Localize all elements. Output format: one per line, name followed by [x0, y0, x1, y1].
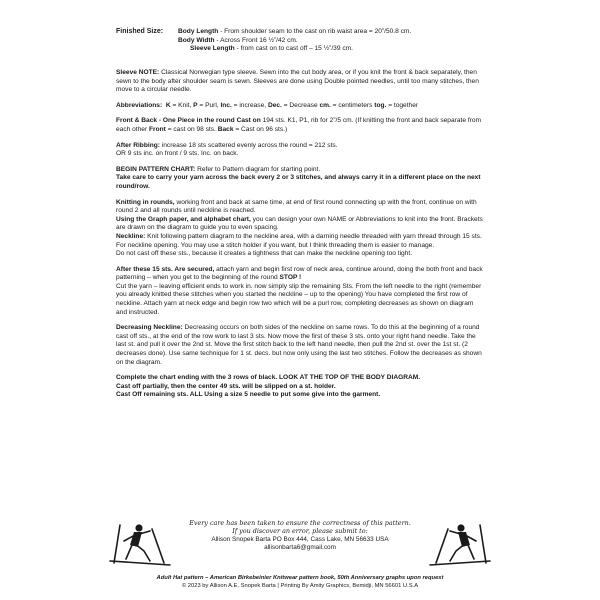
decreasing-text: Decreasing occurs on both sides of the neckline on same rows. To do this at the beginning of a round cast off sts., at the end of the row work to last 3 sts. Now move the first of these 3 sts. onto your right hand needle. Take the last st. and pull it over the 2nd st. Move the first stitch back to the left hand needle, then pull the 2nd st. over the 1st st. (2 decreases done). Use same technique for 1 st. decs. but now only using the last two stitches. Follow the decreases as shown on the diagram.	[116, 324, 482, 366]
carry-yarn-note: Take care to carry your yarn across the back every 2 or 3 stitches, and always carry it in a different place on the next round/row.	[116, 174, 481, 190]
footer-error-text: If you discover an error, please submit to:	[232, 527, 368, 536]
footer-hat-pattern-note: Adult Hat pattern – American Birkebeinier Knitwear pattern book, 50th Anniversary graphs upon request	[156, 575, 444, 581]
finished-size-label: Finished Size:	[116, 28, 164, 35]
body-length-text: - From shoulder seam to the cast on rib waist area = 20”/50.8 cm.	[218, 28, 412, 35]
abbr-key: cm.	[319, 101, 331, 109]
front-back-label: Front & Back - One Piece in the round	[116, 117, 235, 125]
after-ribbing-label: After Ribbing:	[116, 141, 160, 149]
complete-section	[116, 374, 486, 400]
begin-chart-text: Refer to Pattern diagram for starting point.	[195, 165, 321, 173]
knitting-text: working front and back at same time, at end of first round connecting up with the front, continue on with round 2 and all rounds until neckline is reached.	[116, 198, 477, 215]
pattern-instructions	[116, 28, 486, 400]
footer	[100, 519, 500, 594]
sleeve-note-label: Sleeve NOTE:	[116, 69, 160, 76]
footer-credits	[100, 574, 500, 591]
abbr-key: Dec.	[267, 101, 282, 109]
abbr-text: = increase,	[231, 101, 268, 109]
body-width-label: Body Width	[178, 36, 215, 44]
after-ribbing-line1: increase 18 sts scattered evenly across the round = 212 sts.	[159, 141, 338, 149]
body-length-line	[178, 28, 478, 37]
footer-care-text: Every care has been taken to ensure the correctness of this pattern.	[189, 519, 411, 527]
abbr-key: Inc.	[220, 101, 232, 109]
after-15-section	[116, 266, 486, 318]
complete-line2: Cast off partially, then the center 49 sts. will be slipped on a st. holder.	[116, 382, 336, 390]
cast-on-label: Cast on	[236, 117, 261, 125]
abbreviations	[116, 102, 486, 111]
finished-size-section	[116, 28, 486, 62]
neckline-text: Knit following pattern diagram to the neckline area, with a darning needle threaded with yarn thread through 15 sts. For neckline opening. You may use a stitch holder if you want, but I think threading them is easier to manage.	[116, 232, 482, 249]
complete-line3: Cast Off remaining sts. ALL Using a size 5 needle to put some give into the garment.	[116, 391, 381, 399]
front-back-text: 194 sts. K1, P1, rib for 2”/5 cm. (If knitting the front and back separate from each other	[116, 117, 482, 133]
skier-left-icon	[108, 521, 178, 567]
knitting-label: Knitting in rounds,	[116, 198, 175, 206]
front-label: Front	[149, 125, 166, 133]
after-15-label: After these 15 sts. Are secured,	[116, 265, 215, 273]
begin-chart-label: BEGIN PATTERN CHART:	[116, 165, 196, 173]
footer-copyright: © 2023 by Allison A.E. Snopek Barta | Printing By Amity Graphics, Bemidji, MN 56601 U.S.A	[181, 583, 419, 590]
body-width-text: - Across Front 16 ½”/42 cm.	[214, 36, 298, 44]
body-width-line	[178, 37, 478, 46]
stop-label: STOP !	[279, 274, 302, 282]
do-not-cast-off-text: Do not cast off these sts., because it creates a tightness that can make the neckline opening too tight.	[116, 250, 413, 258]
skier-right-icon	[422, 521, 492, 567]
decreasing-label: Decreasing Neckline:	[116, 324, 183, 332]
abbr-text: = Knit,	[170, 101, 194, 109]
after-ribbing-line2: OR 9 sts inc. on front / 9 sts. Inc. on back.	[116, 150, 239, 158]
after-15-text: attach yarn and begin first row of neck area, continue around, doing the both front and back patterning – when you get to the beginning of the round	[116, 265, 483, 282]
begin-chart-section	[116, 166, 486, 192]
sleeve-length-text: - from cast on to cast off – 15 ½”/39 cm.	[234, 45, 353, 53]
sleeve-length-label: Sleeve Length	[190, 45, 235, 53]
back-text: = Cast on 96 sts.)	[233, 125, 288, 133]
abbr-text: = together	[386, 101, 419, 109]
neckline-label: Neckline:	[116, 232, 146, 240]
after-ribbing-section	[116, 142, 486, 159]
sleeve-length-line	[178, 45, 478, 54]
front-text: = cast on 98 sts.	[165, 125, 218, 133]
back-label: Back	[217, 125, 234, 133]
graph-paper-label: Using the Graph paper, and alphabet chart,	[116, 215, 251, 223]
abbr-text: = centimeters	[330, 101, 375, 109]
footer-email: allisonbarta6@gmail.com	[264, 544, 336, 552]
graph-paper-text: you can design your own NAME or Abbreviations to knit into the front. Brackets are drawn on the diagram to guide you to even spacing.	[116, 215, 483, 232]
abbr-text: = Decrease	[281, 101, 320, 109]
abbr-key: tog.	[374, 101, 387, 109]
knitting-section	[116, 199, 486, 259]
sleeve-note-text: Classical Norwegian type sleeve. Sewn into the cut body area, or if you knit the front & back separately, then sewn to the body after shoulder seam is sewn. Sleeves are done using Double pointed needles, until too many stitches, then move to a circular needle.	[116, 69, 479, 94]
abbr-key: P	[193, 101, 198, 109]
front-back-section	[116, 117, 486, 134]
body-length-label: Body Length	[178, 28, 219, 35]
after-15-text2: Cut the yarn – leaving efficient ends to work in. now simply slip the remaining Sts. From the left needle to the right (remember you already knitted these stitches when you started the neckline – up to the opening) You have completed the first row of neckline. Attach yarn at neck edge and begin row two which will be a purl row, completing decreases as shown on diagram and instructed.	[116, 282, 482, 316]
footer-address: Allison Snopek Barta PO Box 444, Cass Lake, MN 56633 USA	[211, 535, 389, 543]
abbr-text: = Purl,	[197, 101, 221, 109]
sleeve-note	[116, 69, 486, 95]
abbr-key: K	[165, 101, 171, 109]
complete-line1: Complete the chart ending with the 3 rows of black. LOOK AT THE TOP OF THE BODY DIAGRAM.	[116, 374, 421, 382]
decreasing-section	[116, 324, 486, 367]
abbreviations-label: Abbreviations:	[116, 101, 163, 109]
footer-contact	[170, 519, 430, 553]
